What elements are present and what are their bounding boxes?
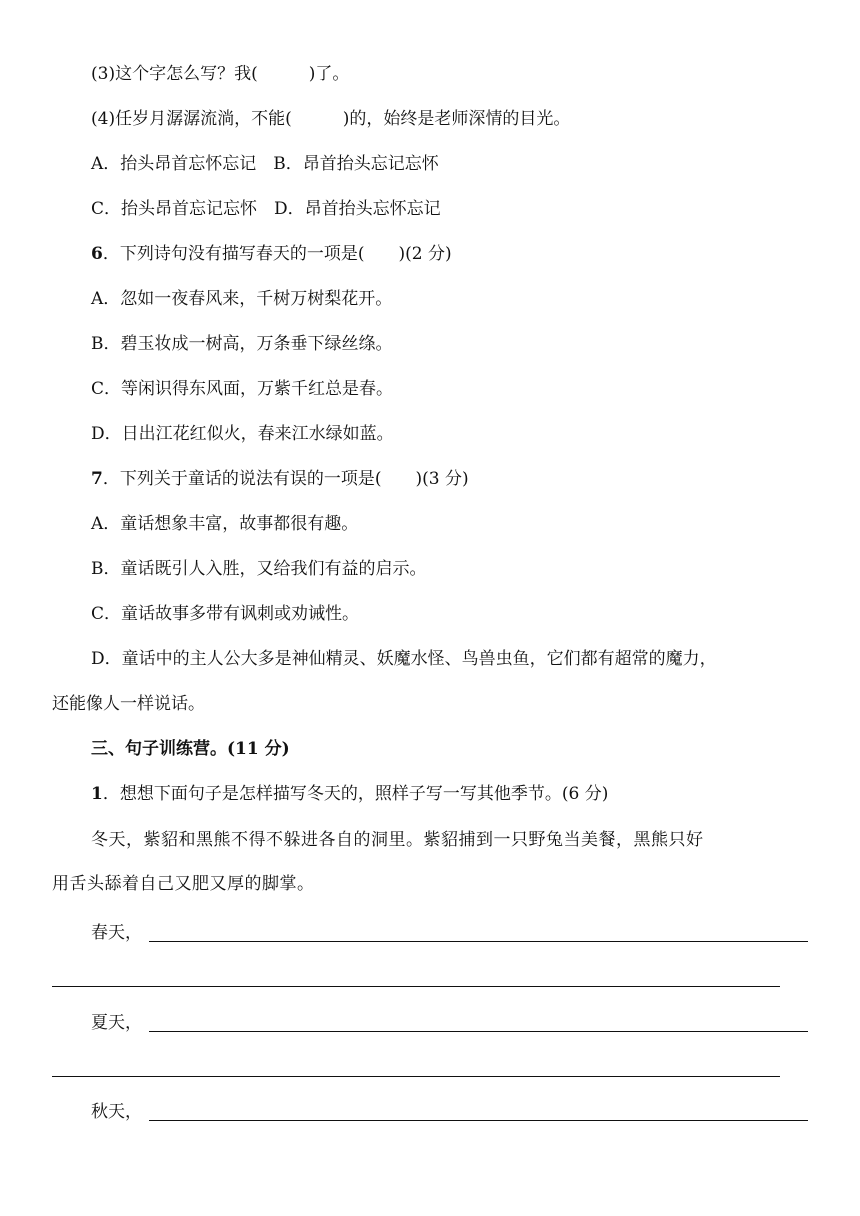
autumn-answer-line-1[interactable] <box>149 1120 808 1121</box>
q7-stem-text: ．下列关于童话的说法有误的一项是( )(3 分) <box>102 469 469 489</box>
q5-item-3: (3)这个字怎么写？我( )了。 <box>91 64 350 84</box>
q7-number: 7 <box>91 469 103 489</box>
q5-options-ab: A．抬头昂首忘怀忘记 B．昂首抬头忘记忘怀 <box>91 154 439 174</box>
q6-stem-text: ．下列诗句没有描写春天的一项是( )(2 分) <box>102 244 452 264</box>
q7-stem <box>91 468 469 490</box>
summer-answer-line-2[interactable] <box>52 1076 780 1077</box>
q7-option-d-line2: 还能像人一样说话。 <box>52 694 205 714</box>
s3-q1-stem <box>91 783 608 805</box>
section-3-title: 三、句子训练营。(11 分) <box>91 739 290 759</box>
spring-label: 春天， <box>91 923 142 943</box>
s3-q1-number: 1 <box>91 784 103 804</box>
q6-option-a: A．忽如一夜春风来，千树万树梨花开。 <box>91 289 393 309</box>
q7-option-d-line1: D．童话中的主人公大多是神仙精灵、妖魔水怪、鸟兽虫鱼，它们都有超常的魔力， <box>91 649 717 669</box>
q5-item-4: (4)任岁月潺潺流淌，不能( )的，始终是老师深情的目光。 <box>91 109 571 129</box>
autumn-label: 秋天， <box>91 1102 142 1122</box>
q7-option-a: A．童话想象丰富，故事都很有趣。 <box>91 514 359 534</box>
s3-example-line-1: 冬天，紫貂和黑熊不得不躲进各自的洞里。紫貂捕到一只野兔当美餐，黑熊只好 <box>91 830 704 850</box>
spring-answer-line-1[interactable] <box>149 941 808 942</box>
q5-options-cd: C．抬头昂首忘记忘怀 D．昂首抬头忘怀忘记 <box>91 199 441 219</box>
q7-option-b: B．童话既引人入胜，又给我们有益的启示。 <box>91 559 427 579</box>
q6-stem <box>91 243 452 265</box>
summer-label: 夏天， <box>91 1013 142 1033</box>
s3-example-line-2: 用舌头舔着自己又肥又厚的脚掌。 <box>52 874 315 894</box>
summer-answer-line-1[interactable] <box>149 1031 808 1032</box>
q6-number: 6 <box>91 244 103 264</box>
q6-option-b: B．碧玉妆成一树高，万条垂下绿丝绦。 <box>91 334 393 354</box>
q7-option-c: C．童话故事多带有讽刺或劝诫性。 <box>91 604 360 624</box>
spring-answer-line-2[interactable] <box>52 986 780 987</box>
q6-option-c: C．等闲识得东风面，万紫千红总是春。 <box>91 379 394 399</box>
s3-q1-stem-text: ．想想下面句子是怎样描写冬天的，照样子写一写其他季节。(6 分) <box>102 784 609 804</box>
q6-option-d: D．日出江花红似火，春来江水绿如蓝。 <box>91 424 394 444</box>
